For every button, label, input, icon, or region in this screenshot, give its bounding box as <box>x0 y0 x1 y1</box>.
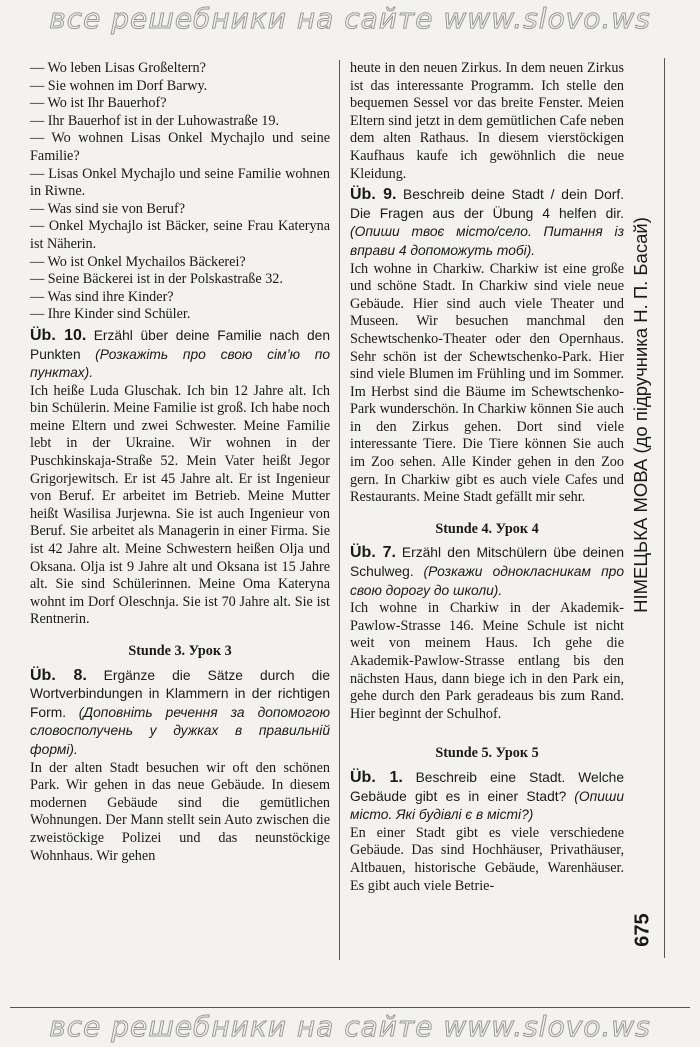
dialog-line: — Was sind ihre Kinder? <box>30 288 174 305</box>
bottom-rule <box>10 1007 690 1008</box>
exercise-9-task-de: Beschreib deine Stadt / dein Dorf. Die Fragen aus der Übung 4 helfen dir. <box>350 187 625 221</box>
page-number-text: 675 <box>631 913 654 947</box>
exercise-10-task-de: Erzähl über deine Familie nach den Punkten <box>30 327 331 362</box>
exercise-7-task-uk: (Розкажи однокласникам про свою дорогу до школи). <box>350 564 625 598</box>
exercise-8-number: Üb. 8. <box>30 666 87 684</box>
exercise-9-task-uk: (Опиши твоє місто/село. Питання із вправи 4 допоможуть тобі). <box>350 224 624 258</box>
exercise-8-task-de: Ergänze die Sätze durch die Wortverbindungen in Klammern in der richtigen Form. <box>30 667 331 720</box>
dialog-line: — Wo ist Ihr Bauerhof? <box>30 95 167 112</box>
exercise-1-answer: En einer Stadt gibt es viele verschiedene Gebäude. Das sind Hochhäuser, Privathäuser, Altbauen, historische Gebäude, Warenhäuser. Es gibt auch viele Betrie- <box>350 824 624 894</box>
exercise-10-answer: Ich heiße Luda Gluschak. Ich bin 12 Jahre alt. Ich bin Schülerin. Meine Familie ist groß. Ich habe noch meine Eltern und zwei Schwester. Meine Familie lebt in der Ukraine. Wir wohnen in der Puschkinskaja-Straße 52. Mein Vater heißt Jegor Grigorjewitsch. Er ist 45 Jahre alt. Er ist Ingenieur von Beruf. Er arbeitet im Betrieb. Meine Mutter heißt Wasilisa Jurjewna. Sie ist auch Ingenieur von Beruf. Sie arbeitet als Managerin in einer Firma. Sie ist 42 Jahre alt. Meine Schwestern heißen Olja und Oksana. Olja ist 9 Jahre alt und Oksana ist 15 Jahre alt. Sie sind Schülerinnen. Meine Oma Kateryna wohnt im Dorf Oleschnja. Sie ist 70 Jahre alt. Sie ist Rentnerin. <box>30 382 330 628</box>
exercise-9-answer: Ich wohne in Charkiw. Charkiw ist eine große und schöne Stadt. In Charkiw sind viele neue Gebäude. Hier sind auch viele Theater und Museen. Wir besuchen manchmal den Schewtschenko-Theater oder den Opernhaus. Sehr schön ist der Schewtschenko-Park. Hier sind viele Blumen im Frühling und im Sommer. Im Herbst sind die Bäume im Schewtschenko-Park wunderschön. In Charkiw können Sie auch in den Zirkus gehen. Dort sind viele interessante Tiere. Die Tiere können Sie auch im Zoo sehen. Alle Kinder gehen in den Zoo gern. In Charkiw gibt es auch viele Cafes und Restaurants. Meine Stadt gefällt mir sehr. <box>350 260 624 506</box>
exercise-10-number: Üb. 10. <box>30 326 87 344</box>
dialog-line: — Wo wohnen Lisas Onkel Mychajlo und seine Familie? <box>30 130 330 164</box>
exercise-8-answer: In der alten Stadt besuchen wir oft den schönen Park. Wir gehen in das neue Gebäude. In diesem modernen Gebäude sind die gemütlichen Wohnungen. Der Mann stellt sein Auto zwischen die zweistöckige Polizei und das neunstöckige Wohnhaus. Wir gehen <box>30 759 330 864</box>
page-number <box>628 900 658 960</box>
exercise-7-answer: Ich wohne in Charkiw in der Akademik-Pawlow-Strasse 146. Meine Schule ist nicht weit von meinem Haus. Ich gehe die Akademik-Pawlow-Strasse entlang bis den nächsten Haus, dann biege ich in den Park ein, gehe durch den Park geradeaus bis zum Rand. Hier beginnt der Schulhof. <box>350 600 624 722</box>
exercise-1-task-uk: (Опиши місто. Які будівлі є в місті?) <box>350 788 625 823</box>
exercise-9-task <box>350 186 624 260</box>
exercise-7-task-de: Erzähl den Mitschülern übe deinen Schulweg. <box>350 545 624 580</box>
side-rule <box>664 58 665 958</box>
watermark-top: все решебники на сайте www.slovo.ws <box>49 2 651 35</box>
dialog-line: — Wo leben Lisas Großeltern? <box>30 60 206 76</box>
exercise-7-task <box>350 544 624 600</box>
exercise-8-task <box>30 667 330 760</box>
book-side-title <box>623 70 659 760</box>
lesson-5-heading: Stunde 5. Урок 5 <box>435 745 539 762</box>
dialog-line: — Ihr Bauerhof ist in der Luhowastraße 19. <box>30 112 280 129</box>
exercise-10-task-uk: (Розкажіть про свою сім’ю по пунктах). <box>30 346 331 381</box>
dialog-line: — Seine Bäckerei ist in der Polskastraße 32. <box>30 271 283 288</box>
lesson-3-heading: Stunde 3. Урок 3 <box>128 643 232 659</box>
exercise-8-task-uk: (Доповніть речення за допомогою словосполучень у дужках в правильній формі). <box>30 704 330 757</box>
dialog-line: — Lisas Onkel Mychajlo und seine Familie wohnen in Riwne. <box>30 165 330 200</box>
dialog-line: — Sie wohnen im Dorf Barwy. <box>30 77 208 94</box>
dialog-line: — Was sind sie von Beruf? <box>30 200 186 217</box>
column-divider <box>339 60 340 960</box>
left-column <box>30 60 330 865</box>
lesson-4-heading: Stunde 4. Урок 4 <box>435 520 539 537</box>
exercise-1-number: Üb. 1. <box>350 768 403 786</box>
dialog-line: — Ihre Kinder sind Schüler. <box>30 306 191 323</box>
watermark-bottom: все решебники на сайте www.slovo.ws <box>49 1010 651 1043</box>
exercise-9-number: Üb. 9. <box>350 186 397 204</box>
dialog-line: — Wo ist Onkel Mychailos Bäckerei? <box>30 253 246 270</box>
exercise-8-continuation: heute in den neuen Zirkus. In dem neuen Zirkus ist das interessante Programm. Ich stelle den bequemen Sessel vor das breite Fenster. Meien Eltern sind jetzt in dem gemütlichen Cafe neben dem alten Rathaus. In diesem vierstöckigen Kaufhaus kaufe ich gewöhnlich die neue Kleidung. <box>350 60 624 182</box>
dialog-line: — Onkel Mychajlo ist Bäcker, seine Frau Kateryna ist Näherin. <box>30 218 330 252</box>
right-column <box>350 60 624 895</box>
book-side-title-text: НІМЕЦЬКА МОВА (до підручника Н. П. Басай) <box>630 217 651 613</box>
exercise-1-task-de: Beschreib eine Stadt. Welche Gebäude gibt es in einer Stadt? <box>350 769 625 804</box>
exercise-1-task <box>350 769 624 825</box>
exercise-10-task <box>30 327 330 383</box>
exercise-7-number: Üb. 7. <box>350 544 396 562</box>
